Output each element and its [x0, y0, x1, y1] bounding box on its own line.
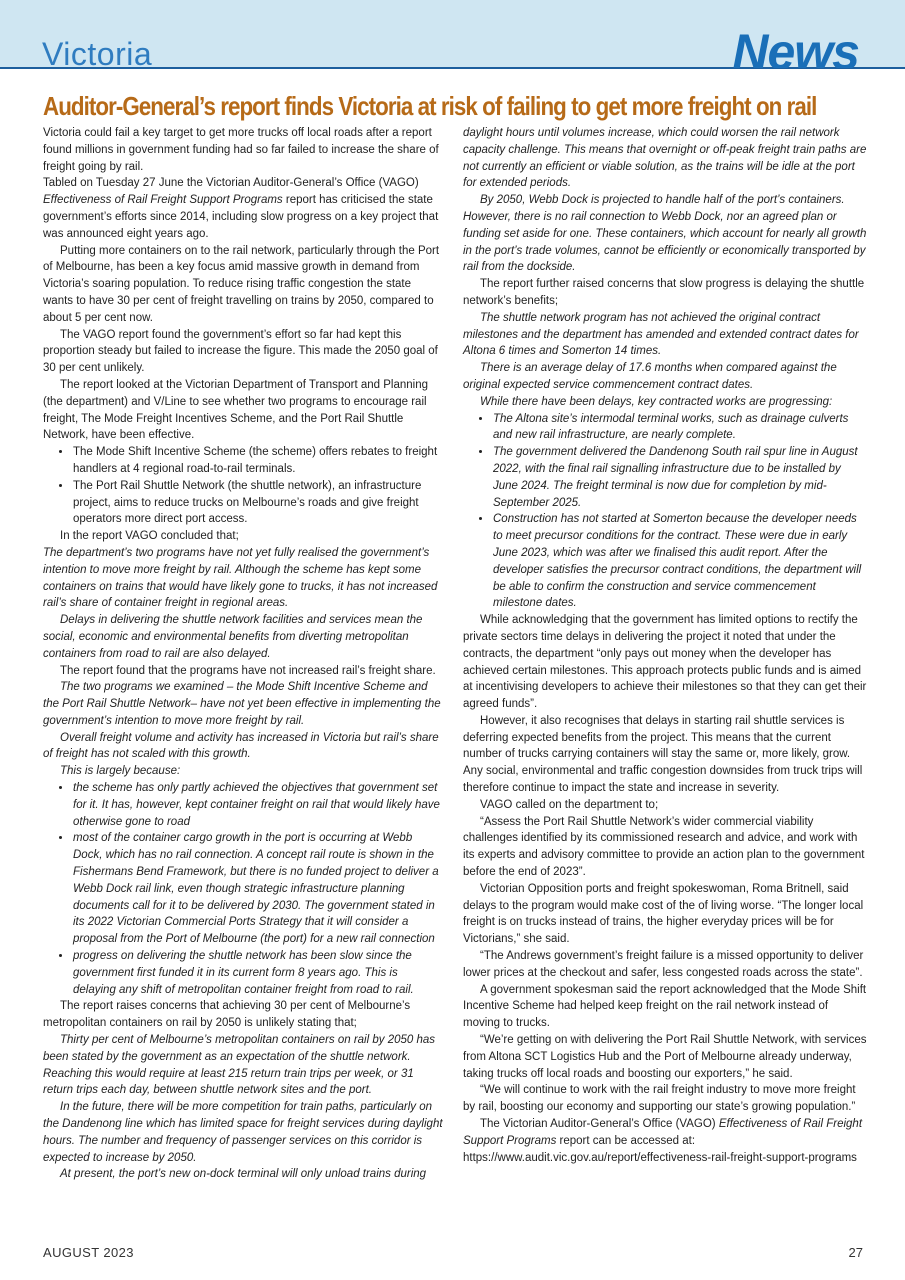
paragraph: “We will continue to work with the rail freight industry to move more freight by rail, boosting our economy and supporting our state’s growing population.”	[463, 1084, 856, 1114]
bullet-list	[43, 780, 443, 998]
report-title: Effectiveness of Rail Freight Support Programs	[463, 1118, 863, 1147]
quote-paragraph: Delays in delivering the shuttle network facilities and services mean the social, economic and environmental benefits from diverting metropolitan containers from road to rail are also delayed.	[43, 614, 423, 660]
paragraph: Victorian Opposition ports and freight spokeswoman, Roma Britnell, said delays to the program would make cost of the of living worse. “The longer local freight is on trucks instead of trains, the higher everyday prices will be for Victorians,” she said.	[463, 882, 864, 946]
paragraph: The VAGO report found the government’s effort so far had kept this proportion steady but failed to increase the figure. This made the 2050 goal of 30 per cent unlikely.	[43, 328, 438, 375]
paragraph: VAGO called on the department to;	[480, 798, 659, 811]
list-item: • the scheme has only partly achieved the objectives that government set for it. It has, however, kept container freight on rail that would likely have otherwise gone to road	[72, 780, 443, 830]
list-item: • The Port Rail Shuttle Network (the shuttle network), an infrastructure project, aims to reduce trucks on Melbourne’s roads and give freight operators more direct port access.	[72, 478, 443, 528]
page-number: 27	[848, 1245, 863, 1260]
quote-paragraph: By 2050, Webb Dock is projected to handle half of the port’s containers. However, there is no rail connection to Webb Dock, nor an agreed plan or funding set aside for one. These containers, which account for nearly all growth in the port’s trade volumes, cannot be efficiently or economically transported by rail from the dockside.	[463, 194, 867, 274]
quote-paragraph: daylight hours until volumes increase, which could worsen the rail network capacity challenge. This means that overnight or off-peak freight train paths are not currently an efficient or viable solution, as the trains will be idle at the port for extended periods.	[463, 127, 867, 190]
paragraph: Tabled on Tuesday 27 June the Victorian Auditor-General’s Office (VAGO) Effectiveness of Rail Freight Support Programs report has criticised the state government’s efforts since 2014, including slow progress on a key project that was announced eight years ago.	[43, 177, 439, 240]
quote-paragraph: The two programs we examined – the Mode Shift Incentive Scheme and the Port Rail Shuttle Network– have not yet been effective in implementing the government’s intention to move more freight by rail.	[43, 681, 441, 727]
bullet-list	[43, 444, 443, 528]
article-column-left	[43, 125, 443, 1183]
paragraph: However, it also recognises that delays in starting rail shuttle services is deferring expected benefits from the project. This means that the current number of trucks carrying containers will stay the same or, more likely, grow. Any social, environmental and traffic congestion downsides from truck trips will therefore continue to impact the state and increase in severity.	[463, 714, 863, 795]
paragraph: Putting more containers on to the rail network, particularly through the Port of Melbourne, has been a key focus amid massive growth in demand from Victoria’s soaring population. To reduce rising traffic congestion the state wants to have 30 per cent of freight travelling on trains by 2050, compared to about 5 per cent now.	[43, 244, 440, 324]
paragraph: “The Andrews government’s freight failure is a missed opportunity to deliver lower prices at the checkout and safer, less congested roads across the state”.	[463, 950, 864, 979]
paragraph: The report found that the programs have not increased rail’s freight share.	[60, 664, 436, 677]
paragraph: The report raises concerns that achieving 30 per cent of Melbourne’s metropolitan containers on rail by 2050 is unlikely stating that;	[43, 1000, 411, 1030]
paragraph: A government spokesman said the report acknowledged that the Mode Shift Incentive Scheme had helped keep freight on the rail network instead of moving to trucks.	[463, 983, 867, 1030]
list-item: • The Altona site’s intermodal terminal works, such as drainage culverts and new rail infrastructure, are nearly complete.	[492, 411, 867, 445]
paragraph: The Victorian Auditor-General’s Office (VAGO) Effectiveness of Rail Freight Support Programs report can be accessed at: https://www.audit.vic.gov.au/report/effectiveness-rail-freight-support-programs	[463, 1118, 863, 1164]
paragraph: Victoria could fail a key target to get more trucks off local roads after a report found millions in government funding had so far failed to increase the share of freight going by rail.	[43, 127, 439, 173]
issue-date: AUGUST 2023	[43, 1245, 134, 1260]
list-item: • progress on delivering the shuttle network has been slow since the government first funded it in its current form 8 years ago. This is delaying any shift of metropolitan container freight from road to rail.	[72, 948, 443, 998]
quote-paragraph: At present, the port’s new on-dock terminal will only unload trains during	[60, 1168, 427, 1181]
bullet-list	[463, 411, 867, 613]
list-item: • Construction has not started at Somerton because the developer needs to meet precursor conditions for the contract. These were due in early June 2023, which was after we finalised this audit report. After the developer satisfies the precursor contract conditions, the department will be able to confirm the construction and service commencement milestone dates.	[492, 511, 867, 612]
paragraph: “We’re getting on with delivering the Port Rail Shuttle Network, with services from Altona SCT Logistics Hub and the Port of Melbourne already underway, taking trucks off local roads and boosting our exporters,” he said.	[463, 1034, 867, 1080]
quote-paragraph: Thirty per cent of Melbourne’s metropolitan containers on rail by 2050 has been stated by the government as an expectation of the shuttle network. Reaching this would require at least 215 return train trips per week, or 31 return trips each day, between shuttle network sites and the port.	[43, 1034, 436, 1097]
quote-paragraph: In the future, there will be more competition for train paths, particularly on the Dandenong line which has limited space for freight services during daylight hours. The number and frequency of passenger services on this corridor is expected to increase by 2050.	[43, 1101, 443, 1164]
paragraph: While acknowledging that the government has limited options to rectify the private sectors time delays in delivering the project it noted that under the contracts, the department “only pays out money when the developer has achieved certain milestones. This approach protects public funds and is aimed at incentivising developers to achieve their milestones so that they can get their agreed funds”.	[463, 614, 867, 711]
article-column-right	[463, 125, 867, 1166]
quote-paragraph: Overall freight volume and activity has increased in Victoria but rail’s share of freight has not scaled with this growth.	[43, 731, 439, 761]
paragraph: The report further raised concerns that slow progress is delaying the shuttle network’s benefits;	[463, 278, 865, 307]
quote-paragraph: This is largely because:	[60, 765, 181, 778]
section-title: Victoria	[42, 36, 153, 72]
paragraph: “Assess the Port Rail Shuttle Network’s wider commercial viability challenges identified by its commissioned research and advice, and work with its experts and advisory committee to provide an action plan to the government before the end of 2023”.	[463, 815, 865, 879]
list-item: • The Mode Shift Incentive Scheme (the scheme) offers rebates to freight handlers at 4 regional road-to-rail terminals.	[72, 444, 443, 478]
paragraph: The report looked at the Victorian Department of Transport and Planning (the department) and V/Line to see whether two programs to encourage rail freight, The Mode Freight Incentives Scheme, and the Port Rail Shuttle Network, have been effective.	[43, 378, 429, 442]
quote-paragraph: The department’s two programs have not yet fully realised the government’s intention to move more freight by rail. Although the scheme has kept some containers on trains that would have likely gone to trucks, it has not increased rail’s share of container freight in regional areas.	[43, 546, 438, 610]
list-item: • The government delivered the Dandenong South rail spur line in August 2022, with the final rail signalling infrastructure due to be installed by June 2024. The freight terminal is now due for completion by mid-September 2025.	[492, 444, 867, 511]
report-link: report can be accessed at: https://www.audit.vic.gov.au/report/effectiveness-rail-freight-support-programs	[463, 1134, 857, 1164]
list-item: • most of the container cargo growth in the port is occurring at Webb Dock, which has no rail connection. A concept rail route is shown in the Fishermans Bend Framework, but there is no funded project to deliver a Webb Dock rail link, even though strategic infrastructure planning documents call for it to be delivered by 2030. The government stated in its 2022 Victorian Commercial Ports Strategy that it will consider a proposal from the Port of Melbourne (the port) for a new rail connection	[72, 830, 443, 948]
article-headline: Auditor-General’s report finds Victoria at risk of failing to get more freight on rail	[43, 91, 817, 121]
quote-paragraph: While there have been delays, key contracted works are progressing:	[480, 395, 833, 408]
quote-paragraph: There is an average delay of 17.6 months when compared against the original expected service commencement contract dates.	[463, 362, 837, 391]
quote-paragraph: The shuttle network program has not achieved the original contract milestones and the department has amended and extended contract dates for Altona 6 times and Somerton 14 times.	[463, 311, 859, 358]
paragraph: In the report VAGO concluded that;	[60, 530, 239, 543]
report-title: Effectiveness of Rail Freight Support Programs	[43, 194, 283, 207]
news-brand: News	[732, 30, 859, 68]
